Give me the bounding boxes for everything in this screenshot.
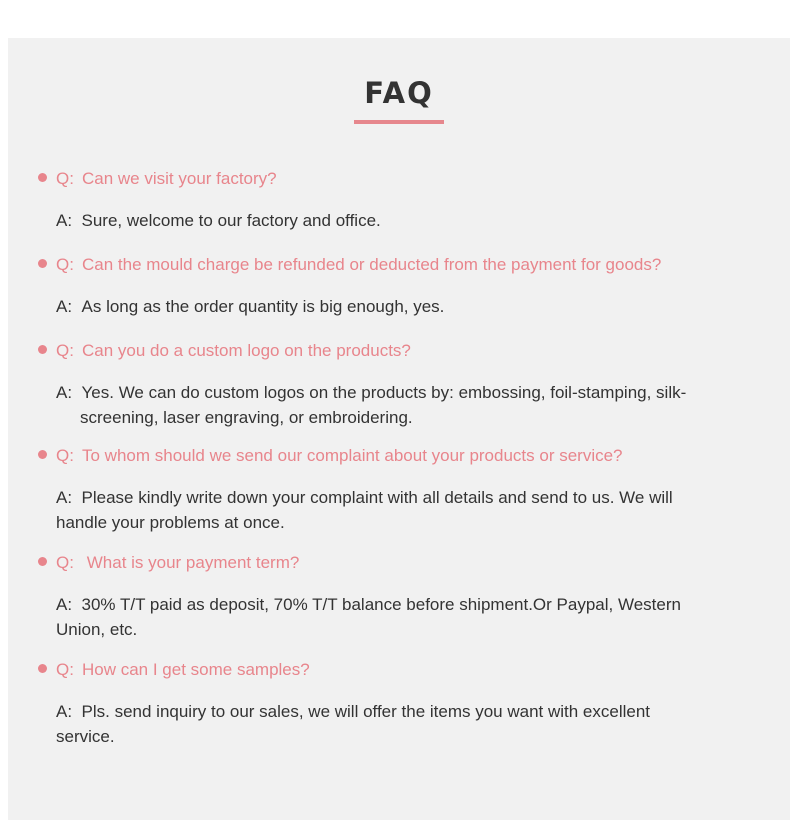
faq-question xyxy=(38,552,299,574)
faq-answer xyxy=(56,208,696,233)
answer-prefix: A: xyxy=(56,297,73,316)
question-prefix: Q: xyxy=(56,169,74,188)
faq-question xyxy=(38,659,310,681)
faq-title: FAQ xyxy=(364,76,434,110)
question-text: To whom should we send our complaint about your products or service? xyxy=(82,446,623,465)
answer-text: Pls. send inquiry to our sales, we will offer the items you want with excellent service. xyxy=(56,702,651,746)
bullet-dot-icon xyxy=(38,259,47,268)
bullet-dot-icon xyxy=(38,450,47,459)
question-prefix: Q: xyxy=(56,255,74,274)
question-prefix: Q: xyxy=(56,341,74,360)
answer-text: Sure, welcome to our factory and office. xyxy=(81,211,381,230)
answer-text: Yes. We can do custom logos on the products by: embossing, foil-stamping, silk-screening, laser engraving, or embroidering. xyxy=(80,383,687,427)
question-prefix: Q: xyxy=(56,553,74,572)
faq-question xyxy=(38,168,277,190)
answer-text: 30% T/T paid as deposit, 70% T/T balance before shipment.Or Paypal, Western Union, etc. xyxy=(56,595,681,639)
question-prefix: Q: xyxy=(56,446,74,465)
question-text: Can the mould charge be refunded or deducted from the payment for goods? xyxy=(82,255,662,274)
answer-prefix: A: xyxy=(56,383,73,402)
answer-text: Please kindly write down your complaint with all details and send to us. We will handle your problems at once. xyxy=(56,488,673,532)
bullet-dot-icon xyxy=(38,345,47,354)
bullet-dot-icon xyxy=(38,557,47,566)
answer-prefix: A: xyxy=(56,595,73,614)
faq-question xyxy=(38,445,623,467)
faq-panel xyxy=(8,38,790,820)
question-text: How can I get some samples? xyxy=(82,660,310,679)
answer-prefix: A: xyxy=(56,488,73,507)
faq-answer xyxy=(56,485,696,535)
question-text: Can you do a custom logo on the products? xyxy=(82,341,411,360)
question-text: Can we visit your factory? xyxy=(82,169,277,188)
faq-answer xyxy=(56,380,720,430)
bullet-dot-icon xyxy=(38,664,47,673)
answer-prefix: A: xyxy=(56,211,73,230)
answer-prefix: A: xyxy=(56,702,73,721)
faq-answer xyxy=(56,294,696,319)
faq-answer xyxy=(56,592,696,642)
faq-question xyxy=(38,340,411,362)
faq-answer xyxy=(56,699,696,749)
faq-question xyxy=(38,254,661,276)
answer-text: As long as the order quantity is big enough, yes. xyxy=(81,297,445,316)
bullet-dot-icon xyxy=(38,173,47,182)
faq-list xyxy=(8,38,790,820)
question-prefix: Q: xyxy=(56,660,74,679)
question-text: What is your payment term? xyxy=(86,553,300,572)
